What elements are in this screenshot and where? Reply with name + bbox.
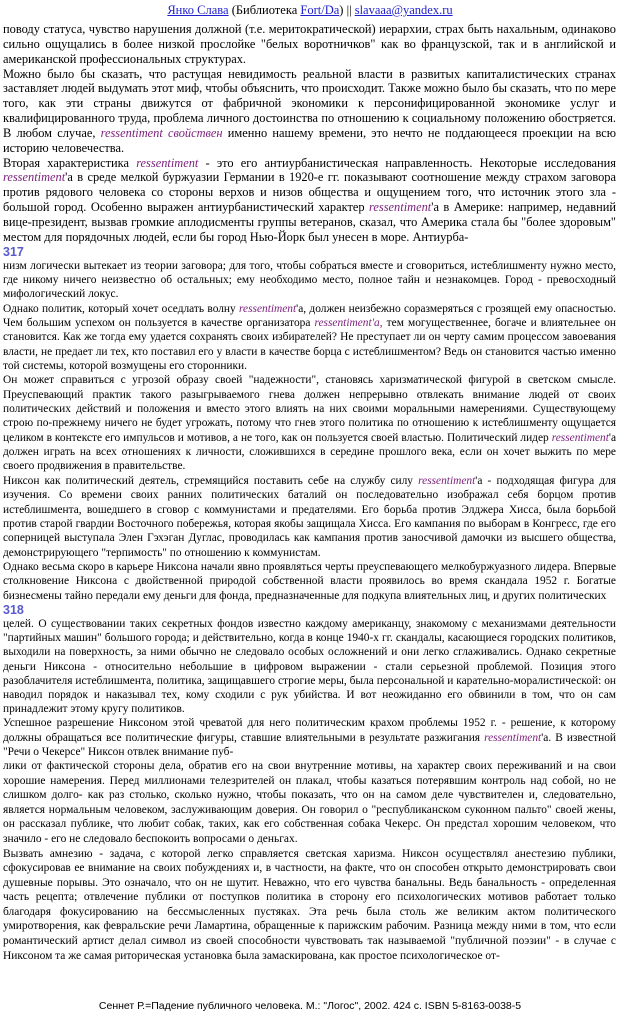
ressentiment-term: ressentiment	[136, 155, 199, 170]
ressentiment-term: ressentiment	[239, 302, 297, 315]
header-separator: ||	[343, 3, 355, 17]
page-number-317: 317	[3, 244, 24, 259]
page-number-318: 318	[3, 602, 24, 617]
library-label-open: (Библиотека	[228, 3, 301, 17]
paragraph-3: Вторая характеристика ressentiment - это его антиурбанистическая направленность. Некоторые исследования ressentiment'а в среде мелкой буржуазии Германии в 1920-е гг. показывают соотношение между страхом заговора против рядового человека со стороны верхов и низов общества и ощущением того, что источник этого зла - большой город. Особенно выражен антиурбанистический характер ressentiment'а в Америке: например, недавний вице-президент, вызвав громкие аплодисменты группы ветеранов, сказал, что Америка стала бы "более здоровым" местом для порядочных людей, если бы город Нью-Йорк был унесен в море. Антиурба-	[3, 155, 616, 244]
paragraph-5: Однако политик, который хочет оседлать волну ressentiment'а, должен неизбежно соразмеряться с грозящей ему опасностью. Чем большим успехом он пользуется в качестве организатора ressentiment'a, тем могущественнее, богаче и влиятельнее он становится. Как же тогда ему удается сохранять своих избирателей? Не преступает ли он черту самим процессом завоевания власти, не предает ли тех, кто поставил его у власти в качестве борца с истеблишментом? Ведь он становится частью именно той системы, которой возмущены его сторонники.	[3, 302, 617, 373]
paragraph-8: Однако весьма скоро в карьере Никсона начали явно проявляться черты преуспевающего мелкобуржуазного лидера. Впервые столкновение Никсона с двойственной природой собственной власти проявилось во время скандала 1952 г. Богатые бизнесмены тайно передали ему деньги для фонда, предназначенные для подкупа влиятельных лиц, и других политических	[3, 560, 616, 602]
ressentiment-term: ressentiment'a,	[314, 317, 383, 330]
fortda-link[interactable]: Fort/Da	[300, 3, 340, 17]
paragraph-11: лики от фактической стороны дела, обратив его на свои внутренние мотивы, на характер своих переживаний и на свои хорошие намерения. Перед миллионами телезрителей он плакал, чтобы казаться потерявшим контроль над собой, но не слишком долго- как раз столько, сколько нужно, чтобы показать, что он на самом деле чувствителен и, следовательно, является нормальным человеком, заслуживающим доверия. Он говорил о "республиканском суконном пальто" своей жены, он рассказал публике, что любит собак, таких, как его собственная собака Чекерс. Он предстал хорошим человеком, что значило - его не следовало беспокоить вопросами о деньгах.	[3, 759, 616, 845]
email-link[interactable]: slavaaa@yandex.ru	[354, 3, 453, 17]
ressentiment-term: ressentiment	[3, 170, 66, 185]
ressentiment-term: ressentiment	[551, 431, 609, 444]
ressentiment-term: ressentiment	[418, 474, 476, 487]
paragraph-7: Никсон как политический деятель, стремящийся поставить себе на службу силу ressentiment'а - подходящая фигура для изучения. Со времени своих ранних политических баталий он последовательно изображал себя борцом против истеблишмента, вошедшего в сговор с коммунистами и предателями. Его борьба против Элджера Хисса, была борьбой против старой гвардии Восточного побережья, которая якобы защищала Хисса. Его кампания по выборам в Конгресс, где его соперницей выступала Элен Гэхэган Дуглас, проводилась как кампания против заносчивой дамочки из высшего общества, демонстрирующего "терпимость" по отношению к коммунистам.	[3, 474, 616, 559]
ressentiment-term: ressentiment	[369, 200, 432, 215]
site-header	[0, 3, 620, 17]
library-label-close: )	[339, 3, 344, 17]
paragraph-6: Он может справиться с угрозой образу своей "надежности", становясь харизматической фигурой в светском смысле. Преуспевающий практик такого разыгрываемого гнева должен непрерывно отвлекать внимание людей от своих политических действий и положения и вместо этого влиять на них своими моральными намерениями. Существующему строю по-прежнему ничего не будет угрожать, потому что гнев этого политика по отношению к истеблишменту ощущается целиком в контексте его импульсов и мотивов, а не того, как он пользуется своей властью. Политический лидер ressentiment'а должен играть на всех отношениях к личности, сложившихся в середине прошлого века, если он хочет выжить по мере своего продвижения в правительстве.	[3, 374, 616, 473]
ressentiment-term: ressentiment	[484, 731, 542, 744]
paragraph-9: целей. О существовании таких секретных фондов известно каждому американцу, знакомому с механизмами деятельности "партийных машин" большого города; и действительно, когда в конце 1940-х гг. скандалы, касающиеся городских политиков, выходили на поверхность, за ними обычно не следовало особых осложнений и они легко сглаживались. Однако секретные деньги Никсона - относительно небольшие в цифровом выражении - стали серьезной проблемой. Позиция этого разоблачителя истеблишмента, политика, защищавшего строгие меры, была персональной и карательно-моралистической: он наводил порядок и наказывал тех, кому сходили с рук убийства. И вот неожиданно его обвинили в том, что он сам принадлежит этому кругу политиков.	[3, 617, 616, 716]
page-content	[3, 22, 616, 963]
paragraph-12: Вызвать амнезию - задача, с которой легко справляется светская харизма. Никсон осуществлял анестезию публики, сфокусировав ее внимание на своих побуждениях и, в частности, на факте, что он способен открыто демонстрировать свои душевные порывы. Это означало, что он не шутит. Неважно, что его чувства банальны. Ведь банальность - определенная часть рецепта; отвлечение публики от поступков политика в сторону его психологических мотивов работает только благодаря фокусированию на бессмысленных пустяках. Эта речь была столь же великим актом политического умиротворения, как февральские речи Ламартина, обращенные к парижским рабочим. Разница между ними в том, что если романтический артист делал символ из своей способности чувствовать так называемой "публичной поэзии" - в случае с Никсоном та же самая риторическая установка была замаскирована, как простое психологическое от-	[3, 847, 616, 962]
paragraph-4: низм логически вытекает из теории заговора; для того, чтобы собраться вместе и сговориться, истеблишменту нужно место, где никому ничего неизвестно об остальных; ему необходимо место, полное тайн и незнакомцев. Город - превосходный мифологический локус.	[3, 259, 616, 301]
paragraph-2: Можно было бы сказать, что растущая невидимость реальной власти в развитых капиталистических странах заставляет людей выдумать этот миф, чтобы объяснить, что происходит. Также можно было бы сказать, что по мере того, как эти страны движутся от фабричной экономики к персонифицированной экономике услуг и квалифицированного труда, проблема личного достоинства по отношению к социальному положению обостряется. В любом случае, ressentiment свойствен именно нашему времени, это нечто не поддающееся проекции на всю историю человечества.	[3, 66, 616, 155]
source-citation-footer: Сеннет Р.=Падение публичного человека. М.: "Логос", 2002. 424 с. ISBN 5-8163-0038-5	[98, 1000, 522, 1012]
paragraph-10: Успешное разрешение Никсоном этой чреватой для него политическим крахом проблемы 1952 г. - решение, к которому должны обращаться все политические фигуры, ставшие влиятельными в результате разжигания ressentiment'а. В известной "Речи о Чекерсе" Никсон отвлек внимание пуб-	[3, 717, 616, 758]
author-link[interactable]: Янко Слава	[167, 3, 229, 17]
ressentiment-term: ressentiment свойствен	[100, 125, 223, 140]
paragraph-1: поводу статуса, чувство нарушения должной (т.е. меритократической) иерархии, страх быть нахальным, одинаково сильно ощущались в более низкой прослойке "белых воротничков" как во французской, так и в английской и американской профессиональных структурах.	[3, 22, 616, 66]
